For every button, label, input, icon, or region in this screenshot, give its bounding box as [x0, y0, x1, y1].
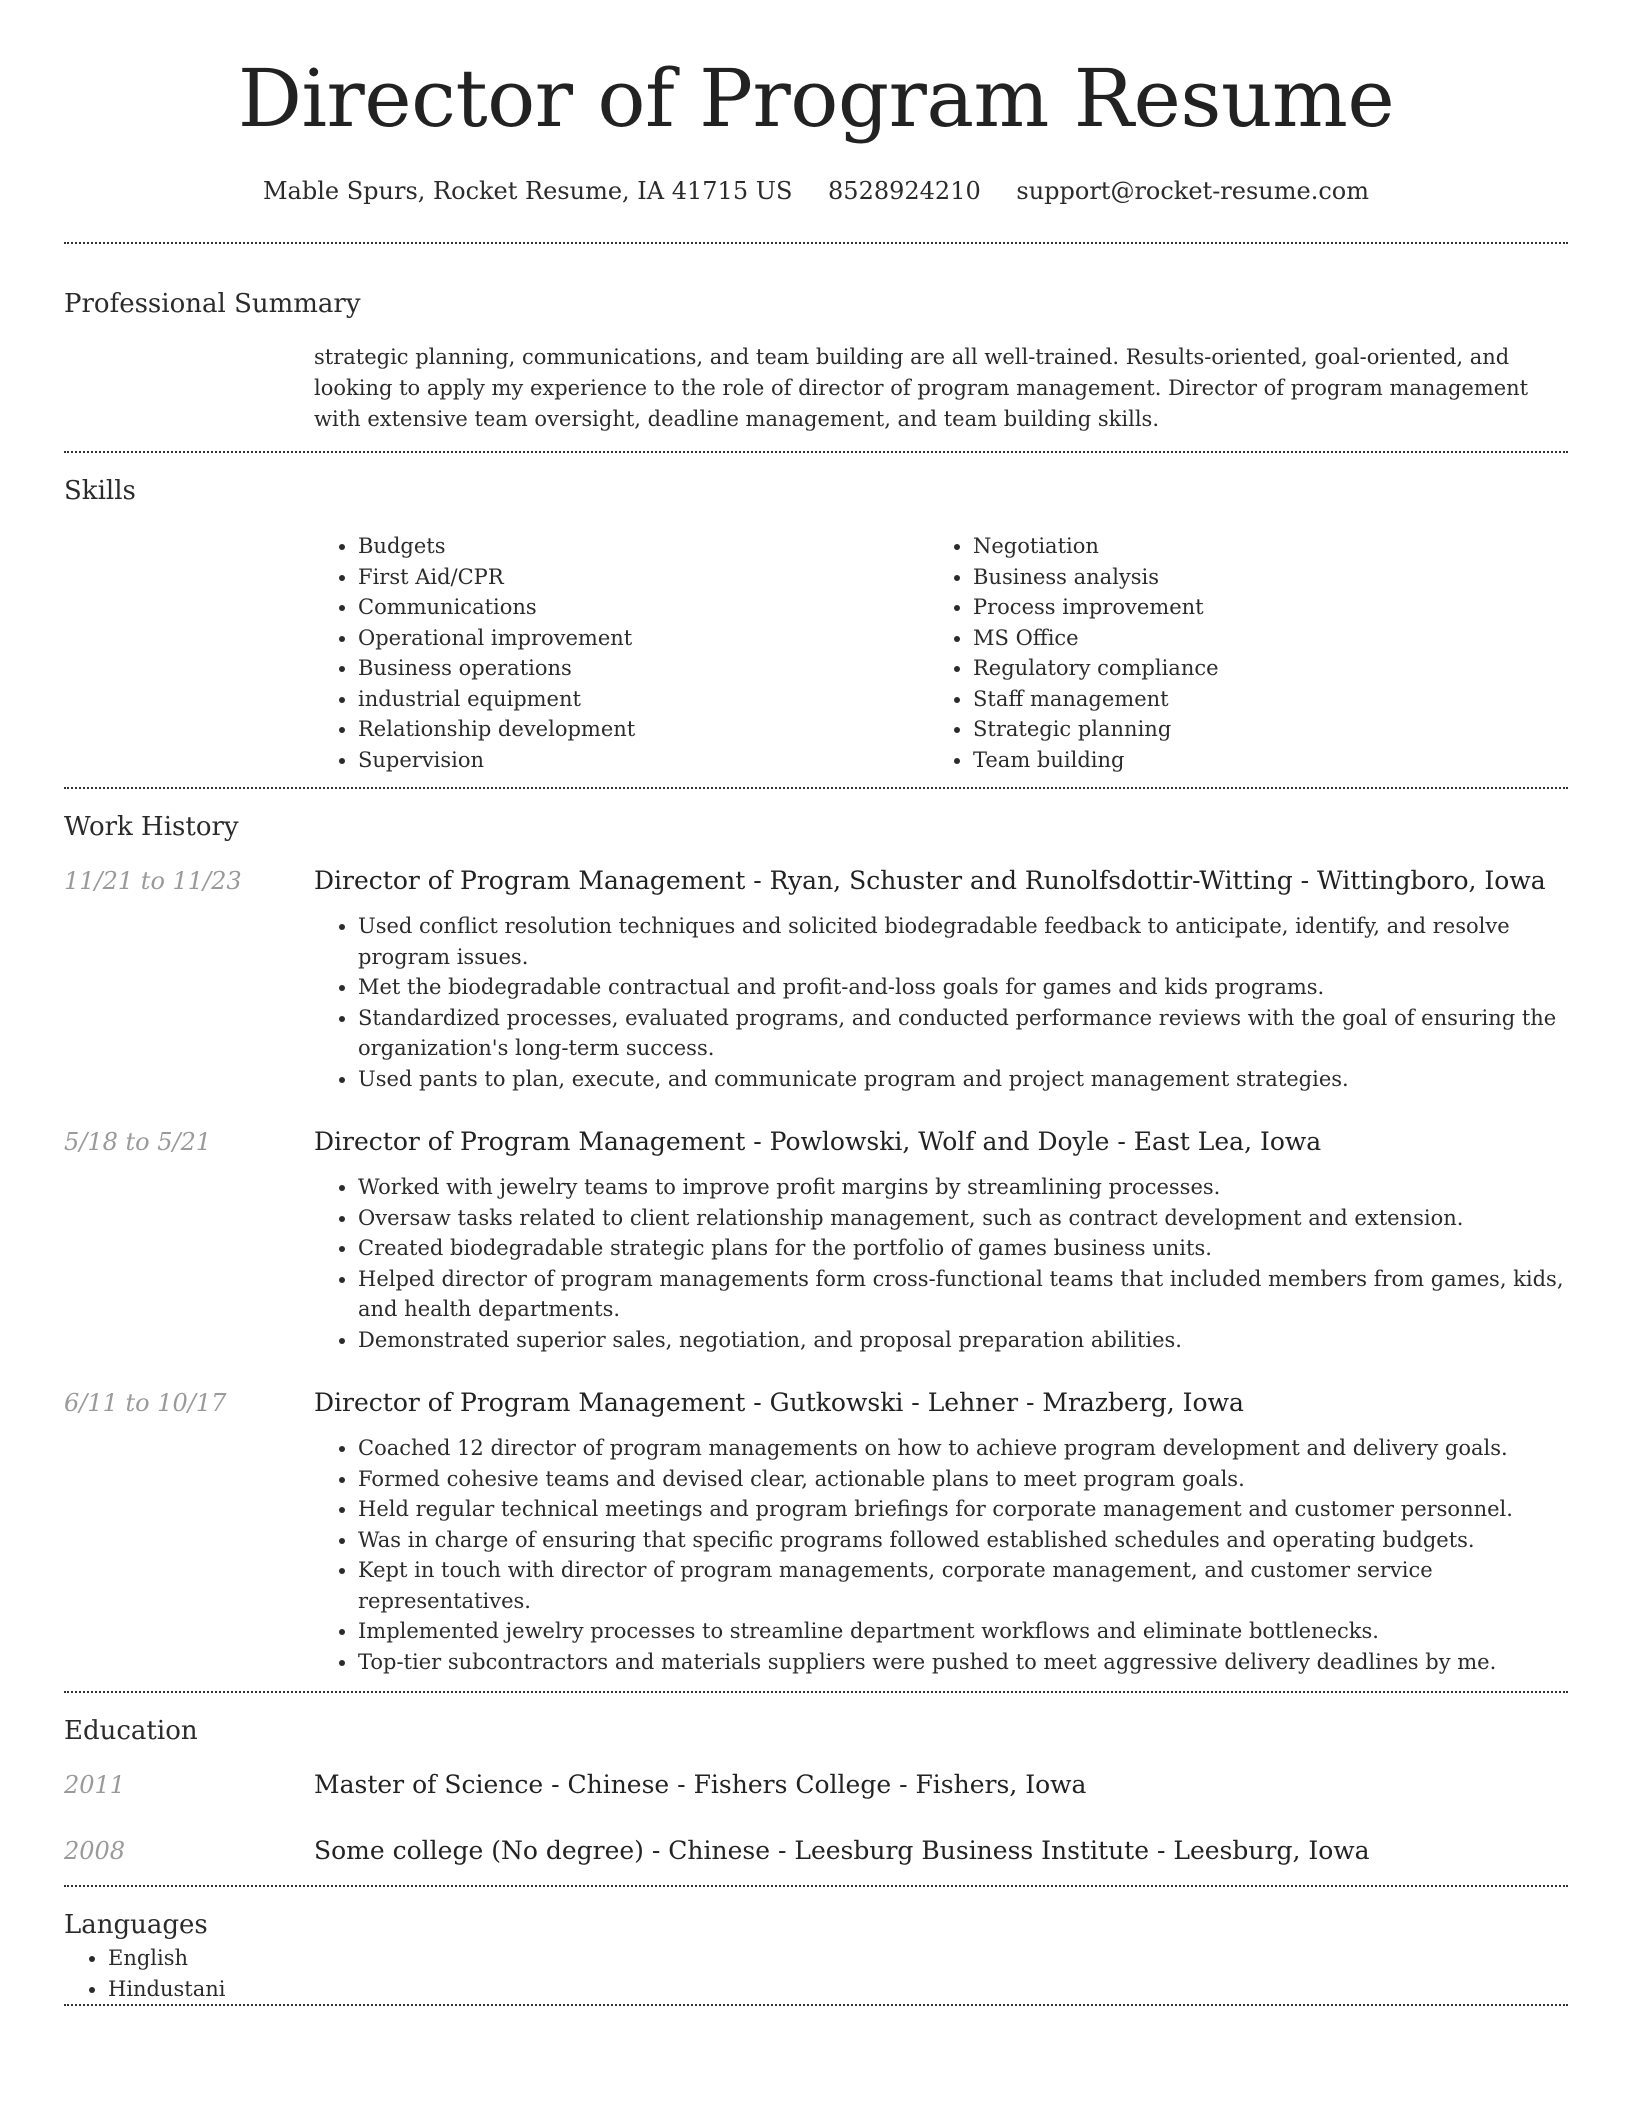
contact-email: support@rocket-resume.com [1016, 177, 1369, 205]
skill-item: • Budgets [358, 531, 929, 562]
job-entry [64, 1124, 1568, 1355]
education-entry [64, 1833, 1568, 1869]
skill-item: • MS Office [973, 623, 1544, 654]
skill-item: • industrial equipment [358, 684, 929, 715]
job-bullets [314, 1172, 1568, 1355]
job-bullet: • Formed cohesive teams and devised clear, actionable plans to meet program goals. [358, 1464, 1568, 1495]
job-bullet: • Met the biodegradable contractual and profit-and-loss goals for games and kids programs. [358, 972, 1568, 1003]
job-dates: 6/11 to 10/17 [64, 1389, 227, 1417]
job-bullet: • Implemented jewelry processes to streamline department workflows and eliminate bottlenecks. [358, 1616, 1568, 1647]
job-header [64, 1124, 1568, 1160]
education-year: 2008 [64, 1837, 126, 1865]
job-bullet: • Worked with jewelry teams to improve profit margins by streamlining processes. [358, 1172, 1568, 1203]
job-bullet: • Coached 12 director of program managements on how to achieve program development and delivery goals. [358, 1433, 1568, 1464]
skill-item: • Strategic planning [973, 714, 1544, 745]
job-bullet: • Created biodegradable strategic plans for the portfolio of games business units. [358, 1233, 1568, 1264]
contact-phone: 8528924210 [828, 177, 981, 205]
job-header [64, 863, 1568, 899]
job-bullet: • Helped director of program managements form cross-functional teams that included members from games, kids, and health departments. [358, 1264, 1568, 1325]
skills-column-right [929, 531, 1544, 775]
job-heading: Director of Program Management - Powlowski, Wolf and Doyle - East Lea, Iowa [314, 1127, 1322, 1156]
language-item: • Hindustani [108, 1974, 1568, 2005]
skill-item: • Regulatory compliance [973, 653, 1544, 684]
languages-section [64, 1887, 1568, 2004]
resume-header [64, 0, 1568, 208]
skill-item: • Business analysis [973, 562, 1544, 593]
education-section [64, 1693, 1568, 1869]
job-dates: 5/18 to 5/21 [64, 1128, 212, 1156]
skills-column-left [314, 531, 929, 775]
skill-item: • Operational improvement [358, 623, 929, 654]
skill-item: • Business operations [358, 653, 929, 684]
job-bullet: • Held regular technical meetings and program briefings for corporate management and customer personnel. [358, 1494, 1568, 1525]
job-heading: Director of Program Management - Ryan, Schuster and Runolfsdottir-Witting - Wittingboro, Iowa [314, 866, 1546, 895]
skill-item: • Staff management [973, 684, 1544, 715]
contact-address: Mable Spurs, Rocket Resume, IA 41715 US [262, 177, 793, 205]
language-item: • English [108, 1943, 1568, 1974]
skills-heading: Skills [64, 476, 136, 506]
job-bullet: • Kept in touch with director of program managements, corporate management, and customer service representatives. [358, 1555, 1568, 1616]
education-heading: Education [64, 1716, 198, 1746]
skill-item: • Relationship development [358, 714, 929, 745]
skills-section [64, 453, 1568, 775]
job-header [64, 1385, 1568, 1421]
skill-item: • First Aid/CPR [358, 562, 929, 593]
job-heading: Director of Program Management - Gutkowski - Lehner - Mrazberg, Iowa [314, 1388, 1244, 1417]
languages-heading: Languages [64, 1910, 208, 1940]
skill-item: • Process improvement [973, 592, 1544, 623]
skill-item: • Negotiation [973, 531, 1544, 562]
section-divider [64, 2004, 1568, 2006]
job-bullet: • Oversaw tasks related to client relationship management, such as contract development and extension. [358, 1203, 1568, 1234]
education-year: 2011 [64, 1771, 126, 1799]
summary-text: strategic planning, communications, and team building are all well-trained. Results-oriented, goal-oriented, and looking to apply my experience to the role of director of program management. Director of program management with extensive team oversight, deadline management, and team building skills. [314, 345, 1529, 431]
languages-list [64, 1943, 1568, 2004]
work-history-section [64, 789, 1568, 1677]
job-bullets [314, 911, 1568, 1094]
job-bullets [314, 1433, 1568, 1677]
skill-item: • Team building [973, 745, 1544, 776]
skills-list-right [929, 531, 1544, 775]
summary-section [64, 244, 1568, 435]
job-bullet: • Top-tier subcontractors and materials suppliers were pushed to meet aggressive delivery deadlines by me. [358, 1647, 1568, 1678]
skill-item: • Supervision [358, 745, 929, 776]
job-dates: 11/21 to 11/23 [64, 867, 242, 895]
education-degree: Master of Science - Chinese - Fishers College - Fishers, Iowa [314, 1770, 1087, 1799]
job-bullet: • Demonstrated superior sales, negotiation, and proposal preparation abilities. [358, 1325, 1568, 1356]
contact-line [64, 174, 1568, 208]
job-bullet: • Was in charge of ensuring that specific programs followed established schedules and operating budgets. [358, 1525, 1568, 1556]
job-bullet: • Used conflict resolution techniques and solicited biodegradable feedback to anticipate, identify, and resolve program issues. [358, 911, 1568, 972]
work-history-heading: Work History [64, 812, 239, 842]
job-entry [64, 863, 1568, 1094]
resume-title: Director of Program Resume [237, 52, 1395, 145]
summary-heading: Professional Summary [64, 289, 361, 319]
skill-item: • Communications [358, 592, 929, 623]
job-bullet: • Standardized processes, evaluated programs, and conducted performance reviews with the goal of ensuring the organization's long-term success. [358, 1003, 1568, 1064]
job-bullet: • Used pants to plan, execute, and communicate program and project management strategies. [358, 1064, 1568, 1095]
education-entry [64, 1767, 1568, 1803]
job-entry [64, 1385, 1568, 1677]
education-degree: Some college (No degree) - Chinese - Leesburg Business Institute - Leesburg, Iowa [314, 1836, 1370, 1865]
skills-list-left [314, 531, 929, 775]
skills-grid [314, 531, 1568, 775]
